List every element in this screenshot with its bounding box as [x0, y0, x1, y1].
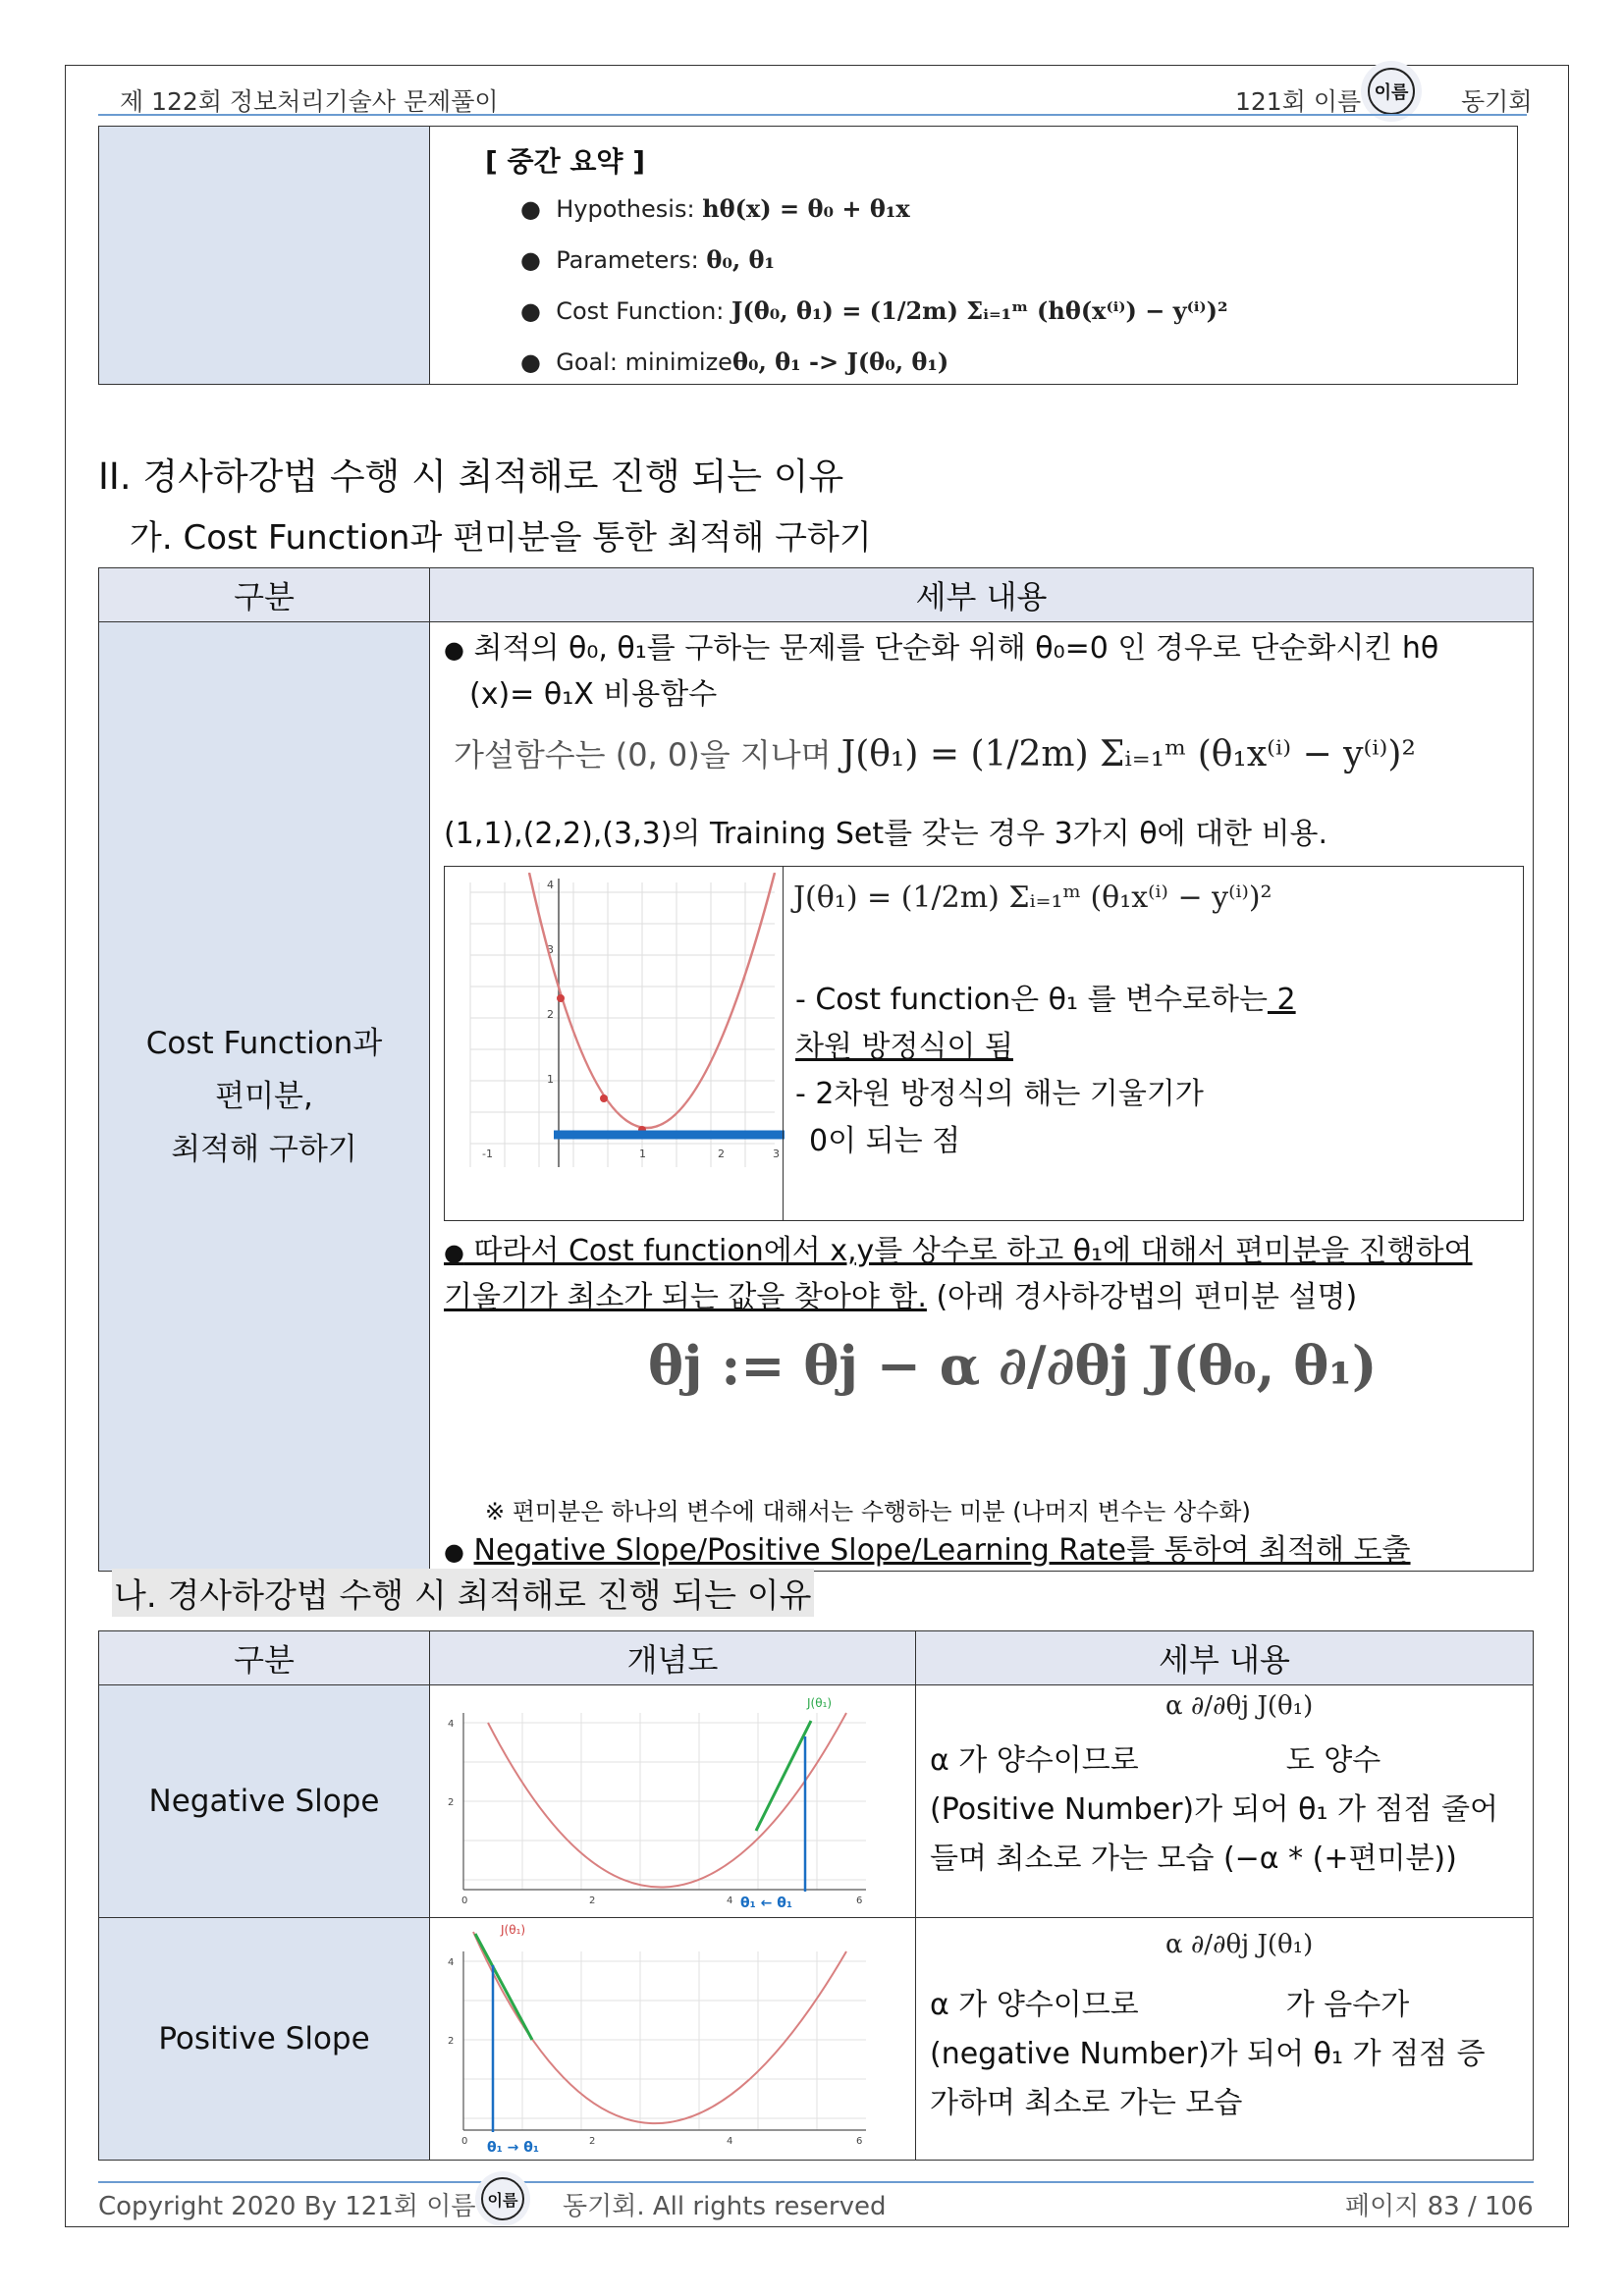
y-tick: 4: [448, 1957, 455, 1968]
table-b-col2: 개념도: [430, 1631, 916, 1685]
data-point: [600, 1095, 608, 1102]
table-a-row-label: Cost Function과 편미분, 최적해 구하기: [99, 622, 430, 1572]
cost-function-chart: [460, 873, 785, 1173]
tangent-line: [475, 1934, 532, 2040]
header-title: 제 122회 정보처리기술사 문제풀이: [120, 87, 499, 116]
x-tick: 2: [718, 1148, 725, 1160]
x-tick: 4: [727, 1896, 733, 1906]
table-b-col3: 세부 내용: [916, 1631, 1534, 1685]
positive-slope-chart: [444, 1922, 876, 2154]
bullet-1: ● 최적의 θ₀, θ₁를 구하는 문제를 단순화 위해 θ₀=0 인 경우로 단순화시킨 hθ (x)= θ₁X 비용함수: [444, 631, 1439, 712]
x-tick: 4: [727, 2136, 733, 2147]
positive-slope-text: α 가 양수이므로 가 음수가 (negative Number)가 되어 θ₁ 가 점점 증 가하며 최소로 가는 모습: [930, 1988, 1486, 2120]
graph-side-box: [783, 867, 1524, 1220]
page-number: 페이지 83 / 106: [1345, 2192, 1534, 2221]
y-tick: 1: [547, 1073, 554, 1086]
y-tick: 2: [547, 1008, 554, 1021]
derivative-formula: α ∂/∂θj J(θ₁): [1165, 1930, 1314, 1959]
header-divider: [98, 114, 1527, 116]
x-tick: 2: [589, 1896, 596, 1906]
negative-slope-diagram-cell: [430, 1685, 916, 1918]
summary-item: ● Parameters: θ₀, θ₁: [520, 245, 776, 274]
partial-derivative-note: ※ 편미분은 하나의 변수에 대해서는 수행하는 미분 (나머지 변수는 상수화): [485, 1498, 1251, 1525]
row-label-negative: Negative Slope: [99, 1685, 430, 1918]
table-a-content: [430, 622, 1534, 1572]
subsection-b-title: 나. 경사하강법 수행 시 최적해로 진행 되는 이유: [112, 1569, 814, 1617]
section-title: II. 경사하강법 수행 시 최적해로 진행 되는 이유: [98, 455, 844, 498]
hypothesis-formula: 가설함수는 (0, 0)을 지나며 J(θ₁) = (1/2m) Σᵢ₌₁ᵐ (θ₁x⁽ⁱ⁾ − y⁽ⁱ⁾)²: [454, 734, 1416, 774]
theta-label: θ₁ ← θ₁: [740, 1896, 792, 1911]
summary-content-cell: [430, 127, 1518, 385]
x-tick: 0: [461, 2136, 468, 2147]
x-tick: 3: [773, 1148, 780, 1160]
summary-list: [520, 184, 1228, 388]
header-logo: [1361, 61, 1422, 122]
positive-slope-detail: [916, 1918, 1534, 2161]
x-tick: 6: [856, 1896, 863, 1906]
summary-left-cell: [99, 127, 430, 385]
derivative-formula: α ∂/∂θj J(θ₁): [1165, 1691, 1314, 1721]
footer-logo-text: 이름: [481, 2177, 524, 2220]
summary-table: [98, 126, 1518, 385]
table-a: [98, 567, 1534, 1572]
table-b: [98, 1630, 1534, 2161]
table-a-col2: 세부 내용: [430, 568, 1534, 622]
x-tick: -1: [482, 1148, 493, 1160]
header-group-pre: 121회 이름: [1235, 87, 1362, 116]
x-tick: 1: [639, 1148, 646, 1160]
y-tick: 2: [448, 2036, 455, 2047]
summary-title: [ 중간 요약 ]: [485, 145, 646, 178]
bullet-3: ● Negative Slope/Positive Slope/Learning Rate를 통하여 최적해 도출: [444, 1533, 1411, 1568]
negative-slope-text: α 가 양수이므로 도 양수 (Positive Number)가 되어 θ₁ 가 점점 줄어 들며 최소로 가는 모습 (−α * (+편미분)): [930, 1743, 1499, 1876]
footer-logo: [475, 2171, 530, 2226]
header-logo-text: 이름: [1368, 68, 1415, 115]
graph-label: J(θ₁): [807, 1696, 833, 1710]
negative-slope-chart: [444, 1693, 876, 1911]
y-tick: 4: [547, 879, 554, 891]
cost-curve: [488, 1713, 846, 1888]
summary-item: ● Hypothesis: hθ(x) = θ₀ + θ₁x: [520, 194, 910, 223]
y-tick: 2: [448, 1797, 455, 1808]
footer-copyright: Copyright 2020 By 121회 이름 동기회. All rights reserved: [98, 2192, 887, 2221]
cost-curve: [473, 1932, 846, 2123]
header-group-post: 동기회: [1461, 87, 1533, 116]
row-label-positive: Positive Slope: [99, 1918, 430, 2161]
summary-item: ● Cost Function: J(θ₀, θ₁) = (1/2m) Σᵢ₌₁ᵐ (hθ(x⁽ⁱ⁾) − y⁽ⁱ⁾)²: [520, 296, 1228, 325]
y-tick: 3: [547, 943, 554, 956]
graph-label: J(θ₁): [501, 1923, 526, 1937]
graph-box: [444, 866, 1524, 1221]
tangent-line: [756, 1721, 811, 1831]
bullet-2: ● 따라서 Cost function에서 x,y를 상수로 하고 θ₁에 대해서 편미분을 진행하여 기울기가 최소가 되는 값을 찾아야 함. (아래 경사하강법의 편미분 설명): [444, 1234, 1473, 1314]
side-formula: J(θ₁) = (1/2m) Σᵢ₌₁ᵐ (θ₁x⁽ⁱ⁾ − y⁽ⁱ⁾)²: [793, 881, 1272, 915]
side-text: - Cost function은 θ₁ 를 변수로하는 2 차원 방정식이 됨 - 2차원 방정식의 해는 기울기가 0이 되는 점: [795, 983, 1296, 1158]
gradient-descent-formula: θj := θj − α ∂/∂θj J(θ₀, θ₁): [648, 1334, 1378, 1397]
y-tick: 4: [448, 1719, 455, 1730]
training-set-text: (1,1),(2,2),(3,3)의 Training Set를 갖는 경우 3가지 θ에 대한 비용.: [444, 817, 1328, 851]
subsection-a-title: 가. Cost Function과 편미분을 통한 최적해 구하기: [130, 518, 872, 558]
positive-slope-diagram-cell: [430, 1918, 916, 2161]
footer-divider: [98, 2181, 1534, 2183]
grid: [470, 882, 775, 1167]
summary-item: ● Goal: minimizeθ₀, θ₁ -> J(θ₀, θ₁): [520, 347, 949, 376]
negative-slope-detail: [916, 1685, 1534, 1918]
theta-label: θ₁ → θ₁: [487, 2140, 539, 2154]
table-a-col1: 구분: [99, 568, 430, 622]
x-tick: 0: [461, 1896, 468, 1906]
x-tick: 2: [589, 2136, 596, 2147]
table-b-col1: 구분: [99, 1631, 430, 1685]
x-tick: 6: [856, 2136, 863, 2147]
cost-curve: [529, 873, 775, 1128]
data-point: [557, 994, 565, 1002]
